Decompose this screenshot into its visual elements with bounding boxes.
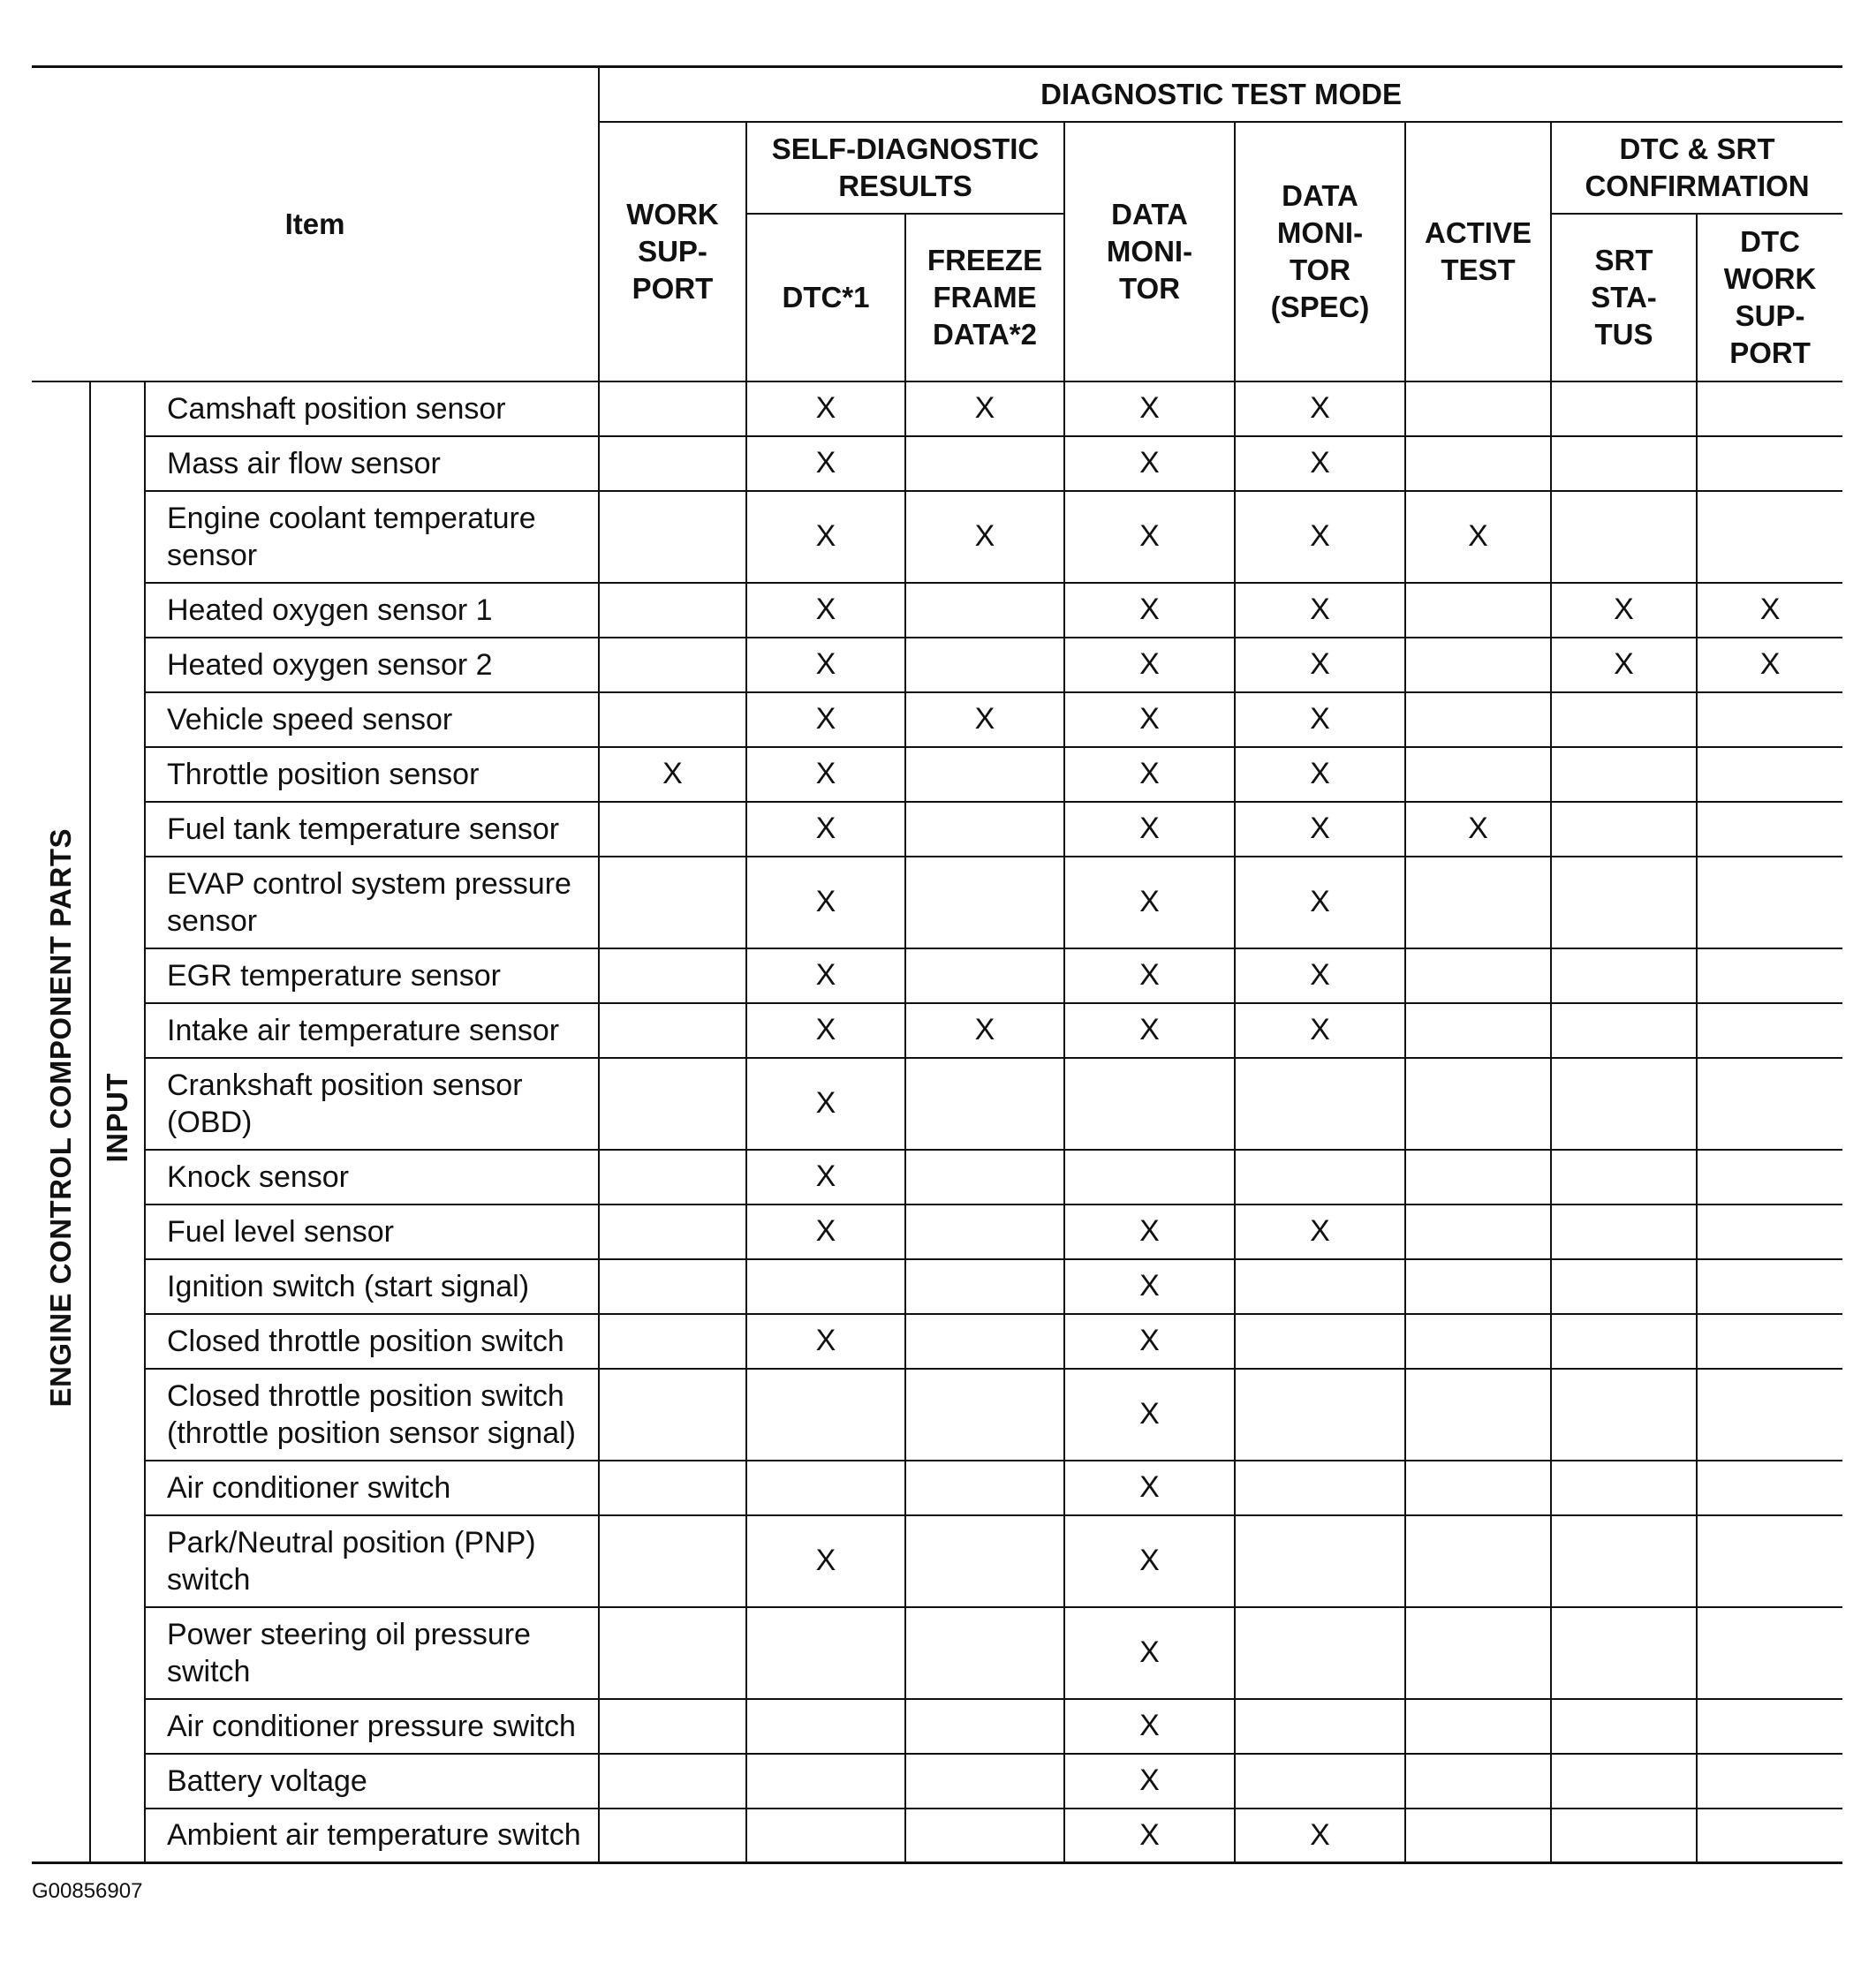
item-name-line: switch xyxy=(167,1562,251,1597)
mode-cell xyxy=(599,1058,746,1150)
mode-cell xyxy=(1551,857,1697,948)
mode-cell xyxy=(905,1699,1064,1754)
mode-cell: X xyxy=(1235,1204,1405,1259)
item-name-line: Park/Neutral position (PNP) xyxy=(167,1525,536,1559)
item-name-line: sensor xyxy=(167,538,258,572)
mode-cell xyxy=(1405,857,1551,948)
mode-cell: X xyxy=(746,491,905,583)
mode-cell xyxy=(1697,1754,1842,1809)
table-row xyxy=(32,948,1842,1003)
mode-cell xyxy=(1551,1314,1697,1369)
mode-cell xyxy=(599,1369,746,1461)
item-name-line: Air conditioner switch xyxy=(167,1470,451,1505)
item-name-cell xyxy=(145,1809,599,1863)
input-label: INPUT xyxy=(90,381,145,1863)
mode-cell xyxy=(1405,1809,1551,1863)
table-row xyxy=(32,1461,1842,1515)
mode-cell xyxy=(1697,1699,1842,1754)
mode-cell xyxy=(1405,381,1551,436)
dtc1-header: DTC*1 xyxy=(746,214,905,381)
item-name-cell xyxy=(145,1369,599,1461)
mode-cell xyxy=(1235,1607,1405,1699)
mode-cell: X xyxy=(1235,948,1405,1003)
mode-cell xyxy=(746,1461,905,1515)
mode-cell: X xyxy=(1064,491,1235,583)
mode-cell: X xyxy=(1235,436,1405,491)
mode-cell xyxy=(1551,381,1697,436)
mode-cell xyxy=(1551,1369,1697,1461)
mode-cell xyxy=(905,1150,1064,1204)
mode-cell xyxy=(746,1809,905,1863)
mode-cell: X xyxy=(746,1058,905,1150)
mode-cell: X xyxy=(1064,1699,1235,1754)
table-row xyxy=(32,802,1842,857)
mode-cell: X xyxy=(746,1515,905,1607)
mode-cell xyxy=(905,1754,1064,1809)
table-row xyxy=(32,1204,1842,1259)
mode-cell xyxy=(1697,802,1842,857)
table-row xyxy=(32,1607,1842,1699)
mode-cell xyxy=(905,1809,1064,1863)
data-monitor-spec-header: DATA MONI- TOR (SPEC) xyxy=(1235,122,1405,381)
mode-cell: X xyxy=(1235,802,1405,857)
mode-cell xyxy=(1551,436,1697,491)
mode-cell: X xyxy=(1235,381,1405,436)
mode-cell: X xyxy=(1064,1369,1235,1461)
item-name-cell xyxy=(145,1259,599,1314)
item-name-cell xyxy=(145,948,599,1003)
mode-cell: X xyxy=(1697,583,1842,638)
table-row xyxy=(32,491,1842,583)
mode-cell: X xyxy=(1064,1204,1235,1259)
mode-cell xyxy=(905,857,1064,948)
item-name-line: Camshaft position sensor xyxy=(167,391,506,426)
mode-cell: X xyxy=(1697,638,1842,692)
mode-cell xyxy=(1405,1754,1551,1809)
mode-cell xyxy=(1697,1058,1842,1150)
item-name-line: Knock sensor xyxy=(167,1159,349,1194)
mode-cell xyxy=(1551,1699,1697,1754)
mode-cell xyxy=(905,1607,1064,1699)
mode-cell xyxy=(1235,1150,1405,1204)
mode-cell xyxy=(599,1150,746,1204)
mode-cell xyxy=(746,1607,905,1699)
mode-cell xyxy=(1551,491,1697,583)
item-name-line: Closed throttle position switch xyxy=(167,1324,564,1358)
mode-cell xyxy=(599,692,746,747)
item-name-line: Vehicle speed sensor xyxy=(167,702,453,736)
mode-cell: X xyxy=(1235,1809,1405,1863)
mode-cell: X xyxy=(746,1204,905,1259)
mode-cell: X xyxy=(1235,692,1405,747)
item-name-line: Ambient air temperature switch xyxy=(167,1818,581,1853)
item-name-line: Fuel tank temperature sensor xyxy=(167,812,560,846)
mode-cell: X xyxy=(746,381,905,436)
mode-cell: X xyxy=(746,1150,905,1204)
item-name-cell xyxy=(145,1204,599,1259)
mode-cell xyxy=(1064,1150,1235,1204)
mode-cell: X xyxy=(1064,1259,1235,1314)
active-test-header: ACTIVE TEST xyxy=(1405,122,1551,381)
mode-cell xyxy=(599,1754,746,1809)
mode-cell xyxy=(1697,1204,1842,1259)
item-name-line: switch xyxy=(167,1654,251,1688)
item-column-header: Item xyxy=(32,67,599,381)
mode-cell xyxy=(1697,1461,1842,1515)
mode-cell xyxy=(1405,1003,1551,1058)
mode-cell xyxy=(1697,948,1842,1003)
mode-cell xyxy=(599,1314,746,1369)
mode-cell: X xyxy=(1235,857,1405,948)
mode-cell: X xyxy=(1405,491,1551,583)
item-name-line: (throttle position sensor signal) xyxy=(167,1416,577,1450)
mode-cell: X xyxy=(905,692,1064,747)
mode-cell: X xyxy=(1064,1607,1235,1699)
mode-cell xyxy=(599,436,746,491)
mode-cell xyxy=(1235,1058,1405,1150)
mode-cell xyxy=(1405,1607,1551,1699)
mode-cell xyxy=(1697,1150,1842,1204)
mode-cell xyxy=(599,381,746,436)
diagnostic-test-mode-header: DIAGNOSTIC TEST MODE xyxy=(599,67,1842,122)
mode-cell: X xyxy=(1064,436,1235,491)
engine-control-component-parts-label: ENGINE CONTROL COMPONENT PARTS xyxy=(32,381,90,1863)
mode-cell: X xyxy=(1064,857,1235,948)
mode-cell: X xyxy=(1064,638,1235,692)
mode-cell: X xyxy=(1405,802,1551,857)
item-name-cell xyxy=(145,692,599,747)
figure-id: G00856907 xyxy=(32,1879,143,1903)
item-name-cell xyxy=(145,381,599,436)
table-row xyxy=(32,1259,1842,1314)
mode-cell: X xyxy=(905,491,1064,583)
mode-cell: X xyxy=(1064,1314,1235,1369)
mode-cell: X xyxy=(746,802,905,857)
mode-cell xyxy=(599,857,746,948)
mode-cell xyxy=(599,1515,746,1607)
item-name-cell xyxy=(145,1314,599,1369)
item-name-cell xyxy=(145,1150,599,1204)
item-name-line: Power steering oil pressure xyxy=(167,1617,531,1651)
mode-cell xyxy=(905,747,1064,802)
mode-cell xyxy=(1551,1754,1697,1809)
mode-cell xyxy=(1405,583,1551,638)
mode-cell: X xyxy=(746,692,905,747)
mode-cell: X xyxy=(905,1003,1064,1058)
item-name-line: Engine coolant temperature xyxy=(167,501,536,535)
mode-cell xyxy=(1405,1314,1551,1369)
mode-cell xyxy=(1697,1314,1842,1369)
mode-cell: X xyxy=(746,948,905,1003)
item-name-line: Fuel level sensor xyxy=(167,1214,395,1249)
mode-cell xyxy=(1551,1607,1697,1699)
item-name-cell xyxy=(145,1058,599,1150)
table-row xyxy=(32,1150,1842,1204)
table-row xyxy=(32,1369,1842,1461)
dtc-work-support-header: DTC WORK SUP- PORT xyxy=(1697,214,1842,381)
mode-cell xyxy=(599,802,746,857)
mode-cell xyxy=(599,1607,746,1699)
mode-cell xyxy=(905,583,1064,638)
item-name-line: sensor xyxy=(167,903,258,938)
table-row xyxy=(32,1058,1842,1150)
mode-cell xyxy=(1405,1461,1551,1515)
mode-cell xyxy=(1551,802,1697,857)
mode-cell xyxy=(905,1058,1064,1150)
item-name-cell xyxy=(145,583,599,638)
mode-cell xyxy=(599,1699,746,1754)
item-name-cell xyxy=(145,638,599,692)
mode-cell: X xyxy=(1064,1809,1235,1863)
mode-cell: X xyxy=(746,583,905,638)
table-row xyxy=(32,692,1842,747)
mode-cell xyxy=(1697,436,1842,491)
mode-cell xyxy=(1551,1461,1697,1515)
mode-cell xyxy=(1697,1515,1842,1607)
mode-cell: X xyxy=(746,747,905,802)
mode-cell: X xyxy=(1064,1003,1235,1058)
mode-cell: X xyxy=(905,381,1064,436)
mode-cell: X xyxy=(746,857,905,948)
mode-cell: X xyxy=(1064,1754,1235,1809)
mode-cell xyxy=(905,1259,1064,1314)
mode-cell: X xyxy=(599,747,746,802)
mode-cell xyxy=(1405,1515,1551,1607)
mode-cell: X xyxy=(1064,802,1235,857)
mode-cell: X xyxy=(1064,747,1235,802)
mode-cell xyxy=(905,1369,1064,1461)
item-name-line: Throttle position sensor xyxy=(167,757,480,791)
mode-cell xyxy=(1405,747,1551,802)
item-name-cell xyxy=(145,1607,599,1699)
mode-cell xyxy=(1697,1259,1842,1314)
mode-cell: X xyxy=(1235,583,1405,638)
mode-cell xyxy=(1235,1754,1405,1809)
mode-cell xyxy=(1235,1314,1405,1369)
mode-cell xyxy=(1235,1369,1405,1461)
mode-cell xyxy=(905,802,1064,857)
mode-cell xyxy=(905,1461,1064,1515)
mode-cell xyxy=(599,583,746,638)
mode-cell xyxy=(905,1204,1064,1259)
mode-cell xyxy=(1405,948,1551,1003)
mode-cell xyxy=(1551,1058,1697,1150)
table-row xyxy=(32,1314,1842,1369)
mode-cell: X xyxy=(746,638,905,692)
mode-cell xyxy=(1405,1150,1551,1204)
mode-cell xyxy=(1405,1699,1551,1754)
mode-cell xyxy=(599,1809,746,1863)
mode-cell xyxy=(1697,491,1842,583)
mode-cell xyxy=(746,1754,905,1809)
mode-cell: X xyxy=(746,1003,905,1058)
mode-cell: X xyxy=(1064,948,1235,1003)
mode-cell xyxy=(1551,1204,1697,1259)
table-row xyxy=(32,1809,1842,1863)
mode-cell xyxy=(1697,1607,1842,1699)
mode-cell xyxy=(1235,1461,1405,1515)
item-name-cell xyxy=(145,1515,599,1607)
item-name-line: Air conditioner pressure switch xyxy=(167,1709,576,1743)
mode-cell xyxy=(1697,1369,1842,1461)
mode-cell xyxy=(1551,1809,1697,1863)
table-row xyxy=(32,1515,1842,1607)
item-name-line: Closed throttle position switch xyxy=(167,1378,564,1413)
item-name-cell xyxy=(145,1003,599,1058)
item-name-cell xyxy=(145,802,599,857)
mode-cell: X xyxy=(1235,1003,1405,1058)
mode-cell xyxy=(746,1699,905,1754)
item-name-line: EVAP control system pressure xyxy=(167,866,571,901)
mode-cell xyxy=(1551,692,1697,747)
item-name-line: Intake air temperature sensor xyxy=(167,1013,560,1047)
table-row xyxy=(32,1699,1842,1754)
item-name-cell xyxy=(145,857,599,948)
srt-status-header: SRT STA- TUS xyxy=(1551,214,1697,381)
item-name-line: Mass air flow sensor xyxy=(167,446,441,480)
mode-cell: X xyxy=(746,436,905,491)
mode-cell: X xyxy=(1235,638,1405,692)
item-name-cell xyxy=(145,436,599,491)
item-name-cell xyxy=(145,1461,599,1515)
table-row xyxy=(32,583,1842,638)
mode-cell xyxy=(1405,1369,1551,1461)
mode-cell: X xyxy=(1064,692,1235,747)
mode-cell: X xyxy=(1551,638,1697,692)
table-row xyxy=(32,381,1842,436)
data-monitor-header: DATA MONI- TOR xyxy=(1064,122,1235,381)
mode-cell xyxy=(599,1204,746,1259)
mode-cell xyxy=(1235,1259,1405,1314)
mode-cell: X xyxy=(1235,747,1405,802)
mode-cell xyxy=(599,1003,746,1058)
diagnostic-mode-table xyxy=(32,65,1842,1864)
item-name-cell xyxy=(145,491,599,583)
mode-cell xyxy=(1697,692,1842,747)
item-name-cell xyxy=(145,1699,599,1754)
table-row xyxy=(32,857,1842,948)
table-body xyxy=(32,381,1842,1863)
mode-cell xyxy=(1405,1058,1551,1150)
mode-cell xyxy=(599,948,746,1003)
mode-cell xyxy=(599,1259,746,1314)
table-row xyxy=(32,1003,1842,1058)
table-row xyxy=(32,638,1842,692)
item-name-line: EGR temperature sensor xyxy=(167,958,501,993)
mode-cell xyxy=(1405,1259,1551,1314)
mode-cell xyxy=(1235,1515,1405,1607)
work-support-header: WORK SUP- PORT xyxy=(599,122,746,381)
mode-cell: X xyxy=(1235,491,1405,583)
dtc-srt-confirmation-header: DTC & SRT CONFIRMATION xyxy=(1551,122,1842,214)
mode-cell xyxy=(1064,1058,1235,1150)
mode-cell xyxy=(746,1259,905,1314)
item-name-line: Heated oxygen sensor 2 xyxy=(167,647,493,682)
item-name-line: Battery voltage xyxy=(167,1763,367,1798)
self-diagnostic-results-header: SELF-DIAGNOSTIC RESULTS xyxy=(746,122,1064,214)
mode-cell xyxy=(1551,747,1697,802)
mode-cell xyxy=(1551,1515,1697,1607)
table-row xyxy=(32,436,1842,491)
mode-cell: X xyxy=(1064,1461,1235,1515)
mode-cell xyxy=(1551,1003,1697,1058)
item-name-line: Ignition switch (start signal) xyxy=(167,1269,530,1303)
mode-cell xyxy=(1405,1204,1551,1259)
mode-cell xyxy=(905,948,1064,1003)
mode-cell xyxy=(1405,436,1551,491)
mode-cell xyxy=(599,1461,746,1515)
mode-cell xyxy=(905,436,1064,491)
mode-cell xyxy=(905,638,1064,692)
mode-cell xyxy=(599,491,746,583)
item-name-cell xyxy=(145,1754,599,1809)
mode-cell xyxy=(599,638,746,692)
table-row xyxy=(32,1754,1842,1809)
mode-cell: X xyxy=(1551,583,1697,638)
mode-cell xyxy=(905,1515,1064,1607)
mode-cell xyxy=(746,1369,905,1461)
mode-cell: X xyxy=(1064,381,1235,436)
mode-cell xyxy=(1697,1809,1842,1863)
mode-cell xyxy=(1551,1150,1697,1204)
mode-cell xyxy=(1405,638,1551,692)
mode-cell xyxy=(1235,1699,1405,1754)
table-row xyxy=(32,747,1842,802)
item-name-line: (OBD) xyxy=(167,1105,253,1139)
mode-cell xyxy=(1697,1003,1842,1058)
mode-cell xyxy=(1697,381,1842,436)
item-name-line: Crankshaft position sensor xyxy=(167,1068,523,1102)
mode-cell: X xyxy=(1064,1515,1235,1607)
mode-cell: X xyxy=(746,1314,905,1369)
freeze-frame-data-header: FREEZE FRAME DATA*2 xyxy=(905,214,1064,381)
mode-cell xyxy=(1697,747,1842,802)
mode-cell xyxy=(1551,948,1697,1003)
mode-cell xyxy=(1405,692,1551,747)
mode-cell: X xyxy=(1064,583,1235,638)
item-name-line: Heated oxygen sensor 1 xyxy=(167,593,493,627)
item-name-cell xyxy=(145,747,599,802)
mode-cell xyxy=(1551,1259,1697,1314)
mode-cell xyxy=(905,1314,1064,1369)
mode-cell xyxy=(1697,857,1842,948)
